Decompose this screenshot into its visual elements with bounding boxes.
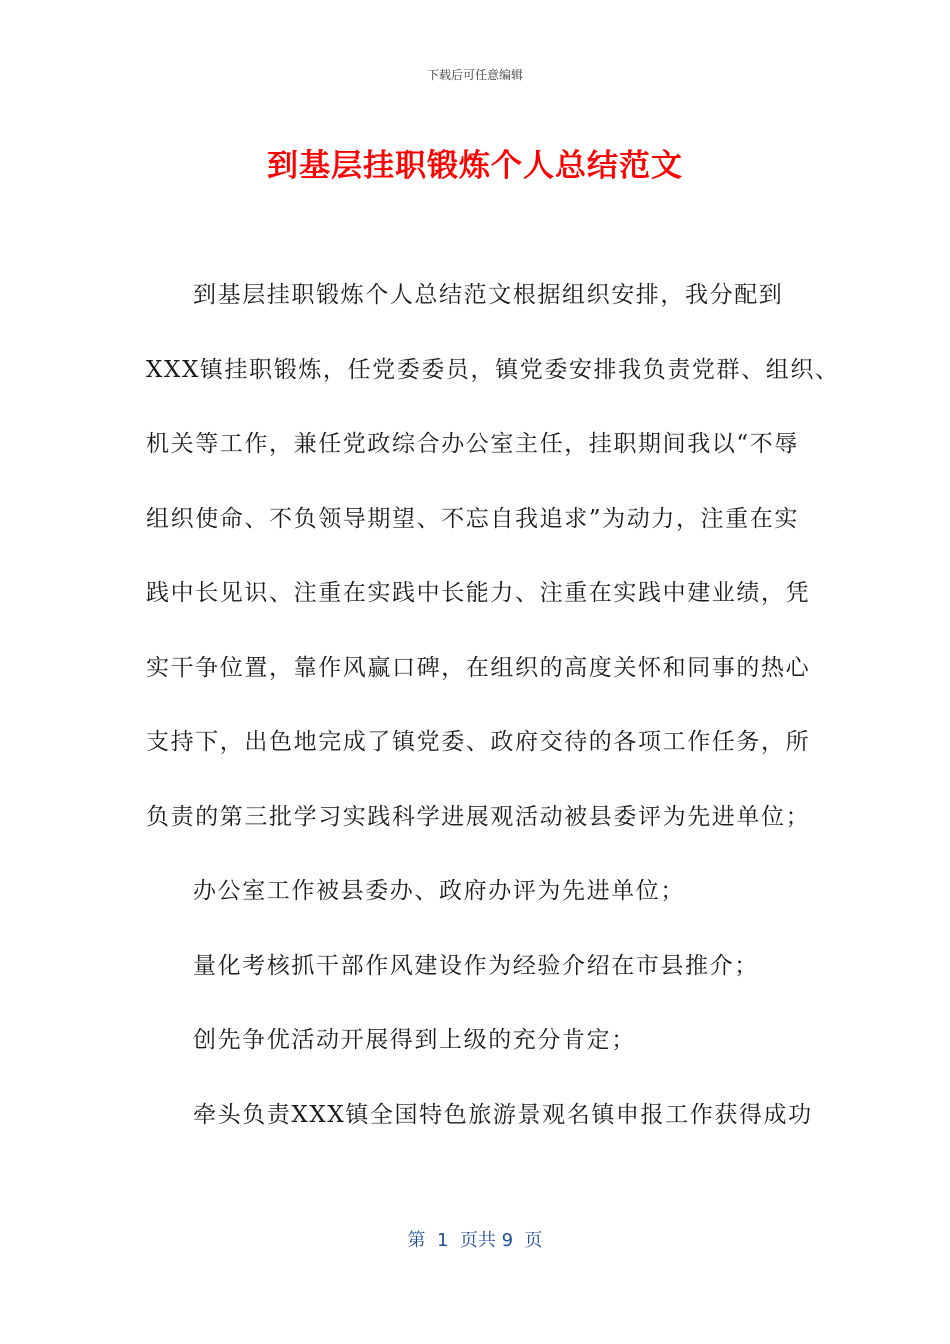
document-title: 到基层挂职锻炼个人总结范文 [267, 148, 683, 184]
page-number-footer: 第 1 页共 9 页 [407, 1230, 543, 1251]
paragraph-line: 创先争优活动开展得到上级的充分肯定； [193, 1027, 636, 1053]
header-note: 下载后可任意编辑 [426, 68, 523, 82]
paragraph-line: 到基层挂职锻炼个人总结范文根据组织安排，我分配到 [193, 282, 784, 308]
paragraph-line: 量化考核抓干部作风建设作为经验介绍在市县推介； [193, 952, 759, 979]
paragraph-line: 支持下，出色地完成了镇党委、政府交待的各项工作任务，所 [146, 729, 811, 755]
paragraph-line: 负责的第三批学习实践科学进展观活动被县委评为先进单位； [146, 803, 811, 830]
paragraph-line: XXX镇挂职锻炼，任党委委员，镇党委安排我负责党群、组织、 [146, 356, 840, 383]
paragraph-line: 办公室工作被县委办、政府办评为先进单位； [193, 878, 685, 904]
paragraph-line: 践中长见识、注重在实践中长能力、注重在实践中建业绩，凭 [146, 580, 811, 606]
paragraph-line: 牵头负责XXX镇全国特色旅游景观名镇申报工作获得成功 [193, 1101, 813, 1128]
document-body [146, 273, 840, 1167]
paragraph-line: 组织使命、不负领导期望、不忘自我追求”为动力，注重在实 [146, 505, 799, 532]
paragraph-line: 实干争位置，靠作风赢口碑，在组织的高度关怀和同事的热心 [146, 654, 811, 681]
paragraph-line: 机关等工作，兼任党政综合办公室主任，挂职期间我以“不辱 [146, 431, 799, 457]
